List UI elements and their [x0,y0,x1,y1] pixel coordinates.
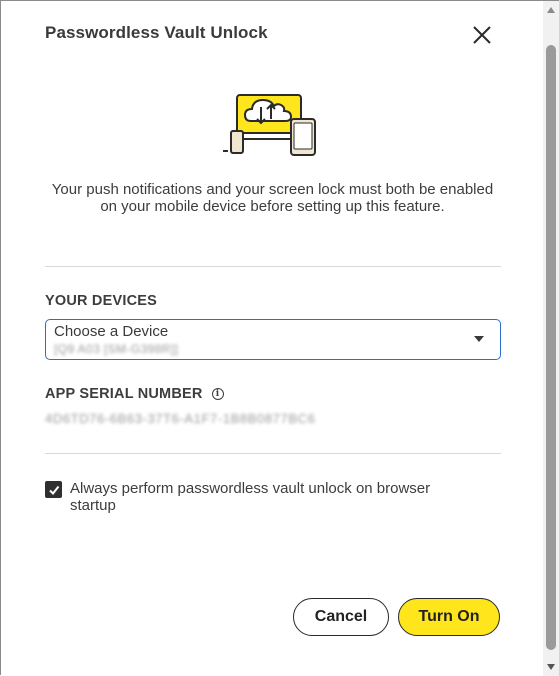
dialog-title: Passwordless Vault Unlock [45,23,268,42]
divider [45,266,501,267]
startup-unlock-checkbox[interactable] [45,481,62,498]
serial-section-label: APP SERIAL NUMBER [45,386,203,402]
info-icon[interactable]: i [212,388,224,400]
turn-on-button[interactable]: Turn On [398,598,500,636]
device-select-value: [Q9 A03 [SM-G398R]] [54,342,179,356]
cancel-button[interactable]: Cancel [293,598,389,636]
scrollbar[interactable] [543,1,559,676]
device-select[interactable] [45,319,501,360]
scroll-down-arrow-icon[interactable] [547,664,555,670]
chevron-down-icon [474,336,484,342]
serial-section-header [45,386,224,402]
app-serial-number: 4D6TD76-6B63-37T6-A1F7-1B8B0877BC6 [45,411,316,426]
checkmark-icon [48,484,60,496]
cloud-devices-illustration-icon [219,89,319,161]
startup-unlock-label[interactable]: Always perform passwordless vault unlock on browser startup [70,480,431,514]
device-select-label: Choose a Device [54,323,169,340]
scroll-up-arrow-icon[interactable] [547,7,555,13]
scrollbar-thumb[interactable] [546,45,556,650]
setup-requirements-text: Your push notifications and your screen lock must both be enabled on your mobile device before setting up this feature. [51,181,494,215]
divider [45,453,501,454]
devices-section-label: YOUR DEVICES [45,293,157,309]
close-button[interactable] [468,21,496,49]
close-icon [471,24,493,46]
